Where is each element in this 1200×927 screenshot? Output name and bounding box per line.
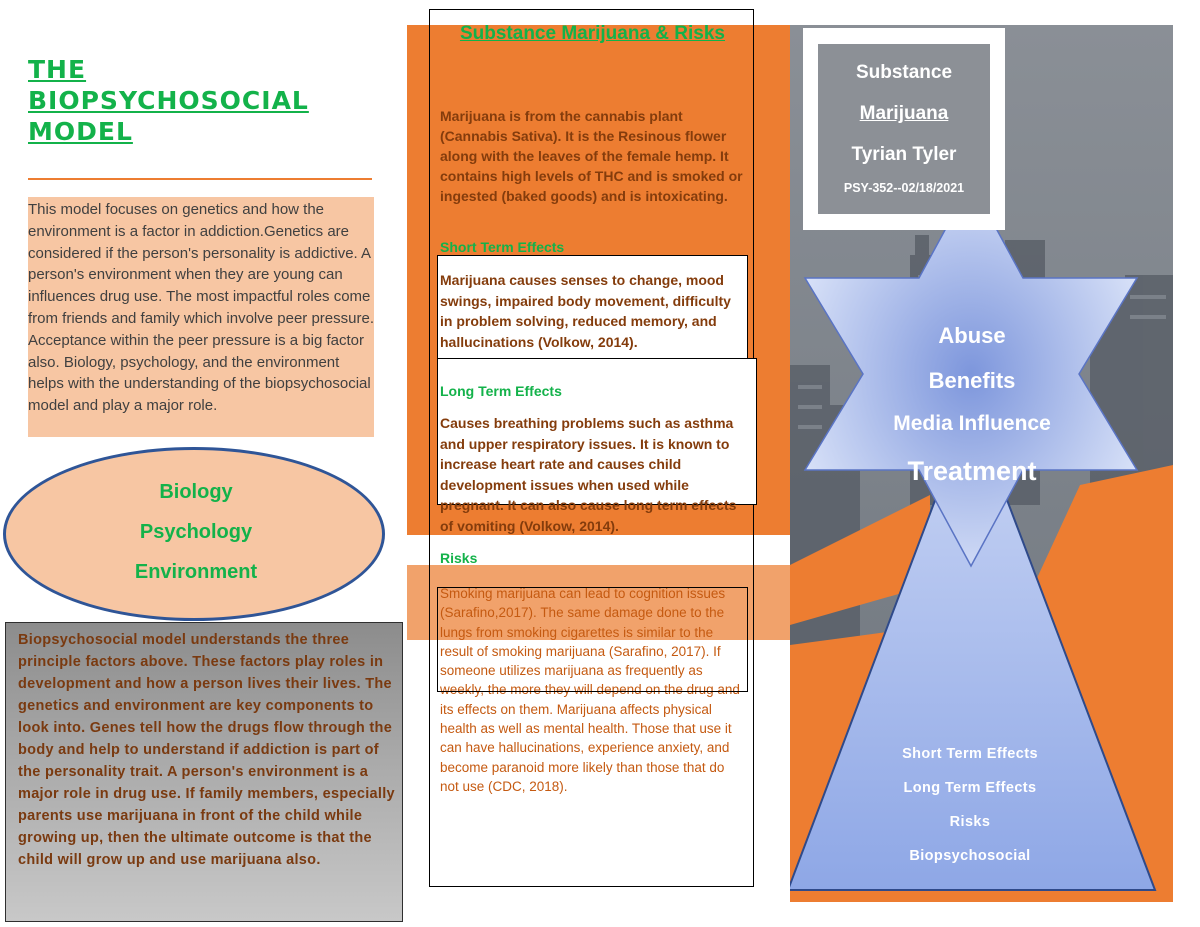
short-term-heading: Short Term Effects xyxy=(440,239,565,255)
triangle-item-biopsychosocial: Biopsychosocial xyxy=(909,848,1031,864)
cover-author: Tyrian Tyler xyxy=(851,144,957,165)
star-item-abuse: Abuse xyxy=(938,323,1006,348)
long-term-heading: Long Term Effects xyxy=(440,383,562,399)
risks-box xyxy=(437,587,748,692)
risks-heading: Risks xyxy=(440,550,478,566)
title-line-1: THE xyxy=(28,55,87,84)
triangle-item-risks: Risks xyxy=(949,814,991,830)
title-line-2: BIOPSYCHOSOCIAL xyxy=(28,86,309,115)
page-title xyxy=(28,54,388,147)
biopsychosocial-text: Biopsychosocial model understands the three principle factors above. These factors play roles in development and how a person lives their lives. The genetics and environment are key components to look into. Genes tell how the drugs flow through the body and help to understand if addiction is part of the personality trait. A person's environment is a major role in drug use. If family members, especially parents use marijuana in front of the child while growing up, then the ultimate outcome is that the child will grow up and use marijuana also. xyxy=(18,632,395,868)
long-term-text: Causes breathing problems such as asthma and upper respiratory issues. It is known to increase heart rate and causes child development issues when used while pregnant. It can also cause long term effects of vomiting (Volkow, 2014). xyxy=(440,415,737,534)
cover-substance-label: Substance xyxy=(855,62,953,83)
short-term-text: Marijuana causes senses to change, mood swings, impaired body movement, difficulty in problem solving, reduced memory, and hallucinations (Volkow, 2014). xyxy=(440,272,731,350)
star-item-benefits: Benefits xyxy=(928,368,1016,393)
substance-heading: Substance Marijuana & Risks xyxy=(459,23,726,44)
marijuana-description: Marijuana is from the cannabis plant (Cannabis Sativa). It is the Resinous flower along with the leaves of the female hemp. It contains high levels of THC and is smoked or ingested (baked goods) and is intoxicating. xyxy=(440,108,743,204)
triangle-item-long-term: Long Term Effects xyxy=(903,780,1037,796)
triangle-item-short-term: Short Term Effects xyxy=(902,746,1038,762)
ellipse-item-environment: Environment xyxy=(134,561,258,583)
title-divider xyxy=(28,178,372,180)
intro-text-box xyxy=(28,197,374,437)
star-item-media-influence: Media Influence xyxy=(893,412,1051,435)
cover-substance-name: Marijuana xyxy=(859,103,949,124)
star-item-treatment: Treatment xyxy=(907,456,1037,486)
intro-text: This model focuses on genetics and how the environment is a factor in addiction.Genetics are considered if the person's personality is addictive. A person's environment when they are young can influences drug use. The most impactful roles come from friends and family which involve peer pressure. Acceptance within the peer pressure is a big factor also. Biology, psychology, and the environment helps with the understanding of the biopsychosocial model and play a major role. xyxy=(28,201,374,415)
title-line-3: MODEL xyxy=(28,117,133,146)
risks-text: Smoking marijuana can lead to cognition issues (Sarafino,2017). The same damage done to the lungs from smoking cigarettes is similar to the result of smoking marijuana (Sarafino, 2017). If someone utilizes marijuana as frequently as weekly, the more they will depend on the drug and its effects on them. Marijuana affects physical health as well as mental health. Those that use it can have hallucinations, experience anxiety, and become paranoid more likely than those that do not use (CDC, 2018). xyxy=(440,586,740,794)
ellipse-item-psychology: Psychology xyxy=(139,521,253,543)
cover-course-date: PSY-352--02/18/2021 xyxy=(843,181,965,195)
ellipse-item-biology: Biology xyxy=(159,481,233,503)
